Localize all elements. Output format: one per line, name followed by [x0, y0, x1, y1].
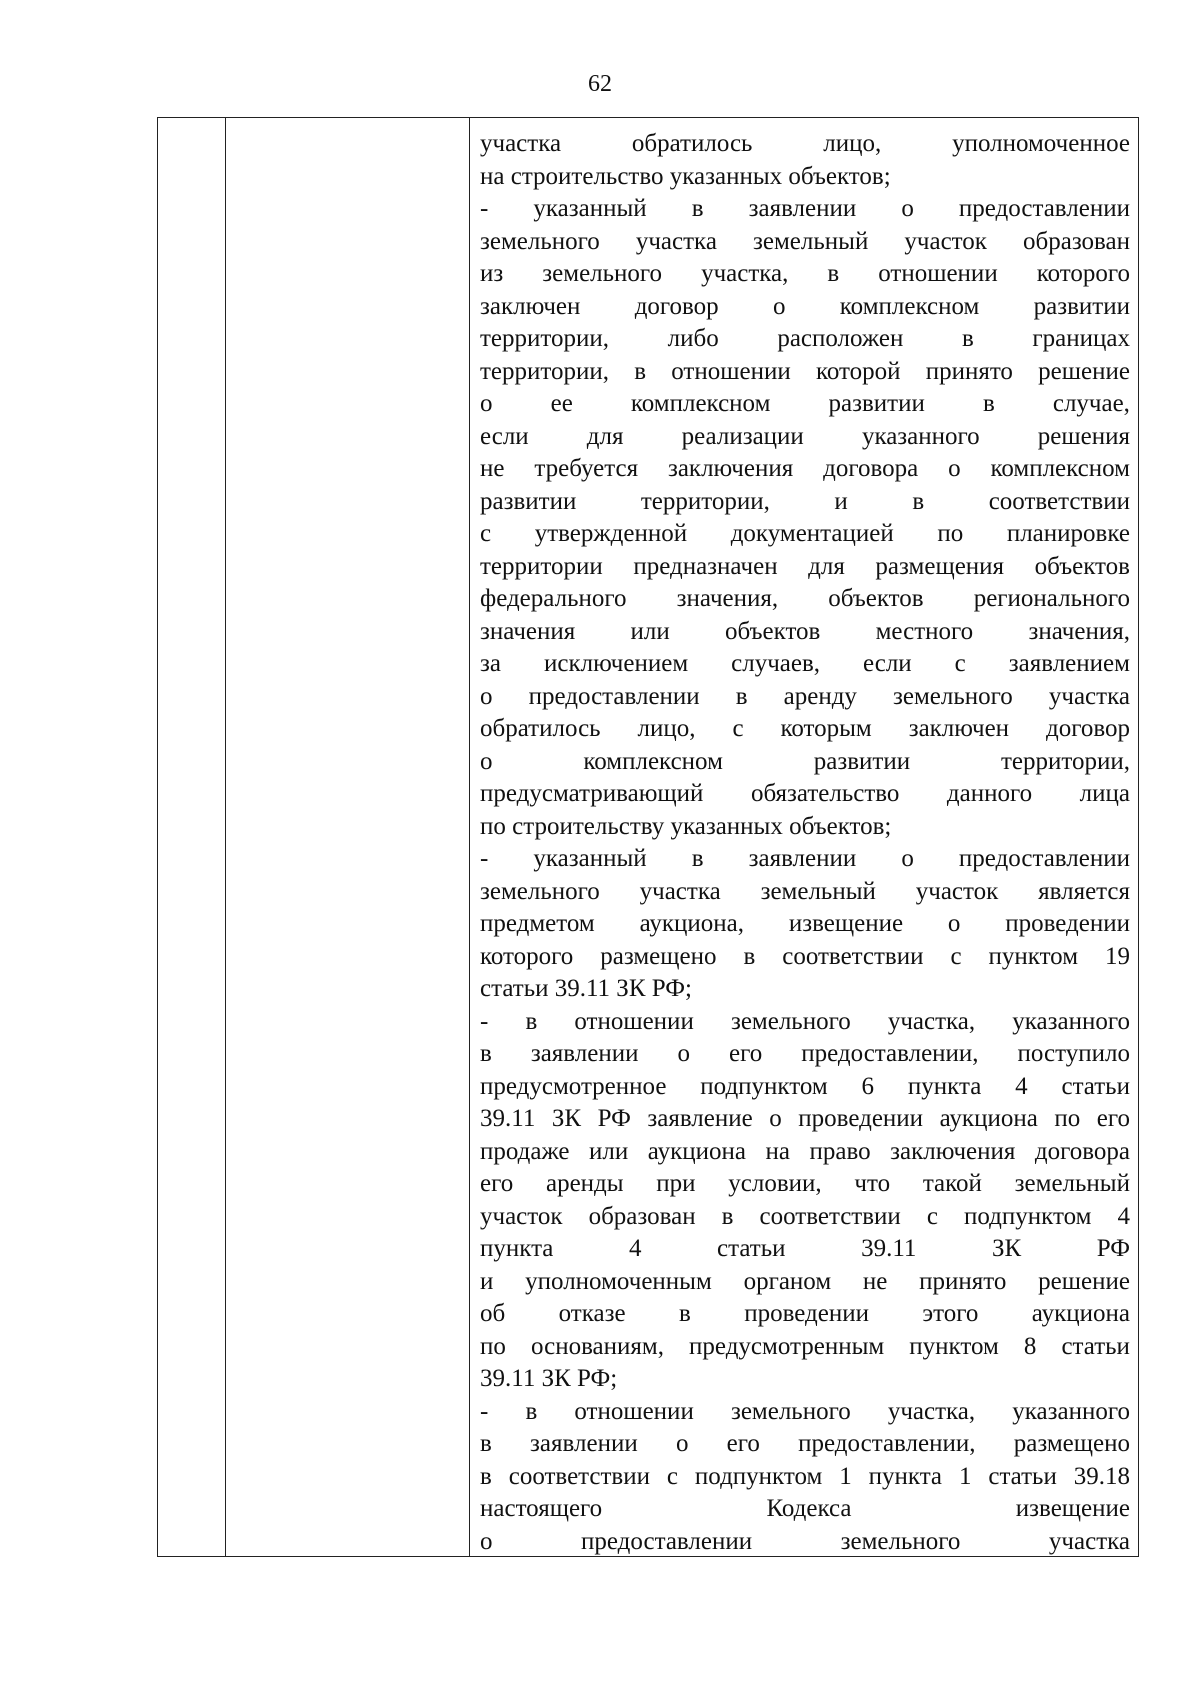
text-line: в заявлении о его предоставлении, поступило: [480, 1040, 1130, 1067]
text-line: с утвержденной документацией по планировке: [480, 520, 1130, 547]
text-line: предусматривающий обязательство данного лица: [480, 780, 1130, 807]
text-line: значения или объектов местного значения,: [480, 617, 1130, 645]
text-line: его аренды при условии, что такой земельный: [480, 1170, 1130, 1197]
text-line: в заявлении о его предоставлении, размещено: [480, 1430, 1130, 1457]
text-line: территории, либо расположен в границах: [480, 325, 1130, 352]
requirements-table: [157, 117, 1139, 1557]
text-line: территории предназначен для размещения объектов: [480, 552, 1130, 580]
table-column-text: [470, 118, 1138, 1556]
text-line: заключен договор о комплексном развитии: [480, 292, 1130, 320]
text-line: которого размещено в соответствии с пунктом 19: [480, 942, 1130, 970]
text-line: из земельного участка, в отношении которого: [480, 260, 1130, 287]
text-line: статьи 39.11 ЗК РФ;: [480, 975, 692, 1002]
text-line: - указанный в заявлении о предоставлении: [480, 195, 1130, 222]
text-line: - в отношении земельного участка, указанного: [480, 1397, 1130, 1425]
text-line: - указанный в заявлении о предоставлении: [480, 845, 1130, 872]
text-line: о предоставлении земельного участка: [480, 1527, 1130, 1555]
text-line: за исключением случаев, если с заявлением: [480, 650, 1130, 677]
text-line: 39.11 ЗК РФ;: [480, 1365, 618, 1392]
text-line: не требуется заключения договора о комплексном: [480, 455, 1130, 482]
text-line: в соответствии с подпунктом 1 пункта 1 статьи 39.18: [480, 1462, 1130, 1490]
text-line: по основаниям, предусмотренным пунктом 8 статьи: [480, 1332, 1130, 1360]
text-line: о предоставлении в аренду земельного участка: [480, 682, 1130, 710]
text-line: - в отношении земельного участка, указанного: [480, 1007, 1130, 1035]
text-line: на строительство указанных объектов;: [480, 162, 891, 190]
page-number: 62: [588, 71, 612, 97]
text-line: земельного участка земельный участок образован: [480, 227, 1130, 255]
text-line: предусмотренное подпунктом 6 пункта 4 статьи: [480, 1072, 1130, 1100]
text-line: продаже или аукциона на право заключения договора: [480, 1137, 1130, 1165]
text-line: по строительству указанных объектов;: [480, 812, 892, 840]
text-line: настоящего Кодекса извещение: [480, 1495, 1130, 1522]
text-line: о ее комплексном развитии в случае,: [480, 390, 1130, 417]
text-line: участка обратилось лицо, уполномоченное: [480, 130, 1130, 157]
text-line: развитии территории, и в соответствии: [480, 487, 1130, 515]
table-column-number: [158, 118, 226, 1556]
text-line: федерального значения, объектов регионального: [480, 585, 1130, 612]
text-line: 39.11 ЗК РФ заявление о проведении аукциона по его: [480, 1105, 1130, 1132]
text-line: земельного участка земельный участок является: [480, 877, 1130, 905]
cell-text: [480, 128, 1130, 1558]
text-line: если для реализации указанного решения: [480, 422, 1130, 450]
text-line: территории, в отношении которой принято решение: [480, 357, 1130, 385]
text-line: и уполномоченным органом не принято решение: [480, 1267, 1130, 1295]
table-column-name: [226, 118, 470, 1556]
text-line: участок образован в соответствии с подпунктом 4: [480, 1202, 1130, 1230]
text-line: об отказе в проведении этого аукциона: [480, 1300, 1130, 1327]
text-line: пункта 4 статьи 39.11 ЗК РФ: [480, 1235, 1130, 1262]
text-line: обратилось лицо, с которым заключен договор: [480, 715, 1130, 742]
text-line: о комплексном развитии территории,: [480, 747, 1130, 775]
text-line: предметом аукциона, извещение о проведении: [480, 910, 1130, 937]
